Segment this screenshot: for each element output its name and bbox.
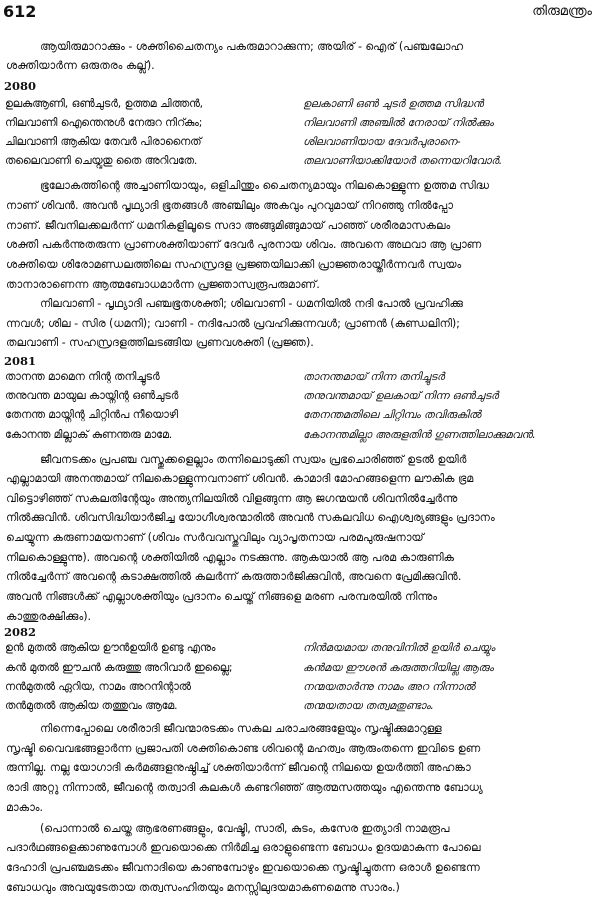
text-line: നാണ് ശിവൻ. അവൻ പൃഥ്യാദി ഭൂതങ്ങൾ അഞ്ചിലും അകവും പുറവുമായ് നിറഞ്ഞു നിൽപ്പോ (6, 198, 453, 212)
verse-source: തൻമുതൽ ആകിയ തത്തുവം ആമേ. (5, 698, 178, 712)
verse-translation: നിൻമയമായ തനുവിനിൽ ഉയിർ ചെയ്യും (303, 641, 496, 655)
verse-number: 2081 (4, 353, 37, 368)
verse-translation: ശിലവാണിയായ ദേവർപുരാനെ- (303, 135, 461, 149)
verse-translation: നിലവാണി അഞ്ചിൽ നേരായ് നിൽക്കും (303, 116, 494, 130)
page-number: 612 (3, 2, 37, 21)
text-line: രാദി അറ്റു നിന്നാൽ, ജീവന്റെ തത്വാദി കലകൾ കണ്ടറിഞ്ഞ് ആത്മസത്തയും എന്തെന്നു ബോധ്യ (6, 780, 483, 794)
verse-source: ഉലകുആണി, ഒൺചുടർ, ഉത്തമ ചിത്തൻ, (5, 96, 204, 110)
running-title: തിരുമന്ത്രം (532, 4, 592, 19)
verse-translation: തന്മയതായ തത്വമതുണ്ടാം. (303, 698, 434, 712)
text-line: മാകാം. (6, 800, 43, 814)
text-line: ജീവനടക്കം പ്രപഞ്ച വസ്തുക്കളെല്ലാം തന്നിലൊടുക്കി സ്വയം പ്രഭചൊരിഞ്ഞ് ഉടൽ ഉയിർ (40, 452, 467, 466)
verse-line (0, 661, 600, 681)
text-line: നാണ്. ജീവനിലക്കലർന്ന് ധമനികളിലൂടെ സദാ അങ്ങുമിങ്ങുമായ് പാഞ്ഞ് ശരീരമാസകലം (6, 218, 451, 232)
intro-paragraph (0, 37, 600, 76)
text-line: അവൻ നിങ്ങൾക്ക് എല്ലാശക്തിയും പ്രദാനം ചെയ്ത് നിങ്ങളെ മരണ പരമ്പരയിൽ നിന്നും (6, 589, 438, 603)
text-line: ഭൂലോകത്തിന്റെ അച്ചാണിയായും, ഒളിചിന്തും ചൈതന്യമായും നിലകൊള്ളുന്ന ഉത്തമ സിദ്ധ (40, 179, 490, 193)
text-line: സൃഷ്ടി വൈവഭങ്ങളാർന്ന പ്രജാപതി ശക്തികൊണ്ട ശിവന്റെ മഹത്വം ആരുംതന്നെ ഇവിടെ ഉണ (6, 741, 481, 755)
verse-translation: താനന്തമായ് നിന്ന തനിച്ചുടർ (303, 370, 445, 383)
verse-source: തേനന്ത മായ്നിന്റ ചിറ്റിൻപ നീയൊഴി (5, 408, 178, 422)
text-line: നിലകൊള്ളുന്നു). അവന്റെ ശക്തിയിൽ എല്ലാം നടക്കുന്നു. ആകയാൽ ആ പരമ കാരുണിക (6, 550, 455, 564)
verse-line (0, 116, 600, 136)
verse-translation: നന്മയതാർന്നു നാമം അറ നിന്നാൽ (303, 679, 476, 693)
text-line: ചെയ്യുന്ന കരുണാമയനാണ് (ശിവം സർവവസ്തുവിലും വ്യാപൃതനായ പരമപുരുഷനായ് (6, 531, 424, 545)
commentary-paragraph (0, 819, 600, 898)
verse-line (0, 135, 600, 155)
verse-line (0, 97, 600, 117)
verse-line (0, 699, 600, 719)
verse-line (0, 680, 600, 700)
text-line: ദേഹാദി പ്രപഞ്ചമടക്കം ജീവനാദിയെ കാണുമ്പോഴും ഇവയൊക്കെ സൃഷ്ടിച്ചുതന്ന ഒരാൾ ഉണ്ടെന്ന (6, 860, 480, 874)
text-line: ശക്തിയെ ശിരോമണ്ഡലത്തിലെ സഹസ്രദള പ്രജ്ഞയിലാക്കി പ്രാജ്ഞരായ്തീർന്നവർ സ്വയം (6, 257, 462, 271)
verse-source: കോനന്ത മില്ലാക് കുണന്തരു മാമേ. (5, 427, 173, 441)
verse-source: താനന്ത മാമെന നിന്റ തനിച്ചുടർ (5, 370, 160, 383)
text-line: ആയിരുമാറാക്കും - ശക്തിചൈതന്യം പകരുമാറാക്കുന്ന; അയിര് - ഐര് (പഞ്ചലോഹ (40, 39, 464, 53)
text-line: ശക്തി പകർന്നുതരുന്ന പ്രാണശക്തിയാണ് ദേവർ പുരനായ ശിവം. അവനെ അഥവാ ആ പ്രാണ (6, 238, 482, 252)
text-line: നിന്നെപ്പോലെ ശരീരാദി ജീവന്മാരടക്കം സകല ചരാചരങ്ങളേയും സൃഷ്ടിക്കുമാറുള്ള (40, 722, 442, 736)
text-line: രുന്നില്ല. നല്ല യോഗാദി കർമങ്ങളനുഷ്ഠിച്ച് ശക്തിയാർന്ന് ജീവന്റെ നിലയെ ഉയർത്തി അഹങ്കാ (6, 761, 471, 775)
commentary-paragraph (0, 176, 600, 294)
verse-translation: തനുവന്തമായ് ഉലകായ് നിന്ന ഒൺചുടർ (303, 389, 499, 403)
text-line: എല്ലാമായി അനന്തമായ് നിലകൊള്ളുന്നവനാണ് ശിവൻ. കാമാദി മോഹങ്ങളെന്ന ലൗകിക ഭ്രമ (6, 472, 474, 486)
text-line: തലവാണി - സഹസ്രദളത്തിലടങ്ങിയ പ്രണവശക്തി (പ്രജ്ഞ). (6, 336, 314, 350)
commentary-paragraph (0, 294, 600, 353)
text-line: പദാർഥങ്ങളെക്കാണുമ്പോൾ ഇവയൊക്കെ നിർമിച്ച ഒരാളുണ്ടെന്ന ബോധം ഉദയമാകുന്ന പോലെ (6, 841, 481, 855)
text-line: ശക്തിയാർന്ന ഒരുതരം കല്ല്). (6, 59, 155, 73)
verse-number: 2082 (4, 624, 37, 639)
text-line: ന്നവൾ; ശില - സിര (ധമനി); വാണി - നദിപോൽ പ്രവഹിക്കുന്നവൾ; പ്രാണൻ (കുണ്ഡലിനി); (6, 316, 460, 330)
page-header (0, 2, 600, 26)
verse-translation: കോനന്തമില്ലാ അരുളതിൻ ഗുണത്തിലാക്കുമവൻ. (303, 427, 536, 441)
verse-source: ഉൻ മുതൽ ആകിയ ഊൻഉയിർ ഉണ്ടു എനും (5, 641, 216, 655)
verse-line (0, 428, 600, 448)
verse-source: കൻ മുതൽ ഈചൻ കരുത്തു അറിവാർ ഇല്ലൈ; (5, 660, 233, 674)
text-line: (പൊന്നാൽ ചെയ്ത ആഭരണങ്ങളും, വേഷ്ടി, സാരി, കുടം, കസേര ഇത്യാദി നാമരൂപ (40, 821, 450, 835)
verse-source: നൻമുതൽ ഏറിയ, നാമം അറനിന്റാൽ (5, 679, 191, 693)
verse-source: തലൈവാണി ചെയ്വതു തൈ അറിവതേ. (5, 154, 198, 168)
verse-source: ചിലവാണി ആകിയ തേവർ പിരാനൈത് (5, 135, 202, 149)
verse-translation: തേനന്തമതിലെ ചിറ്റിമ്പം തവിരുകിൽ (303, 408, 481, 422)
commentary-paragraph (0, 450, 600, 627)
verse-line (0, 154, 600, 174)
verse-number: 2080 (4, 79, 37, 94)
verse-line (0, 389, 600, 409)
verse-source: നിലവാണി ഐന്തെനുൾ നേരുറ നിറ്കും; (5, 116, 203, 130)
text-line: വിട്ടൊഴിഞ്ഞ് സകലതിന്റേയും അന്ത്യനിലയിൽ വിളങ്ങുന്ന ആ ജഗന്മയൻ ശിവനിൽച്ചേർന്നു (6, 491, 458, 505)
verse-line (0, 370, 600, 390)
commentary-paragraph (0, 719, 600, 817)
text-line: താനാരാണെന്ന ആത്മബോധമാർന്ന പ്രജ്ഞാസ്വരൂപരുമാണ്. (6, 277, 320, 291)
verse-source: തനുവന്ത മായുല കായ്നിന്റ ഒൺചുടർ (5, 389, 179, 403)
text-line: നിൽക്കുവിൻ. ശിവസിദ്ധിയാർജിച്ച യോഗീശ്വരന്മാരിൽ അവൻ സകലവിധ ഐശ്വര്യങ്ങളും പ്രദാനം (6, 511, 495, 525)
text-line: നിലവാണി - പൃഥ്യാദി പഞ്ചഭൂതശക്തി; ശിലവാണി - ധമനിയിൽ നദി പോൽ പ്രവഹിക്കു (40, 297, 463, 311)
verse-translation: കൻമയ ഈശൻ കരുത്തറിയില്ല ആരും (303, 660, 494, 674)
verse-translation: തലവാണിയാക്കിയോർ തന്നെയറിവോർ. (303, 154, 503, 168)
verse-translation: ഉലകാണി ഒൺ ചുടർ ഉത്തമ സിദ്ധൻ (303, 96, 484, 110)
text-line: ബോധവും അവയുടേതായ തത്വസംഹിതയും മനസ്സിലുദയമാകണമെന്നു സാരം.) (6, 880, 400, 894)
text-line: കാത്തുരക്ഷിക്കും). (6, 609, 91, 623)
text-line: നിൽച്ചേർന്ന് അവന്റെ കടാക്ഷത്തിൽ കലർന്ന് കരുത്താർജിക്കുവിൻ, അവനെ പ്രേമിക്കുവിൻ. (6, 570, 462, 584)
verse-line (0, 641, 600, 661)
verse-line (0, 408, 600, 428)
